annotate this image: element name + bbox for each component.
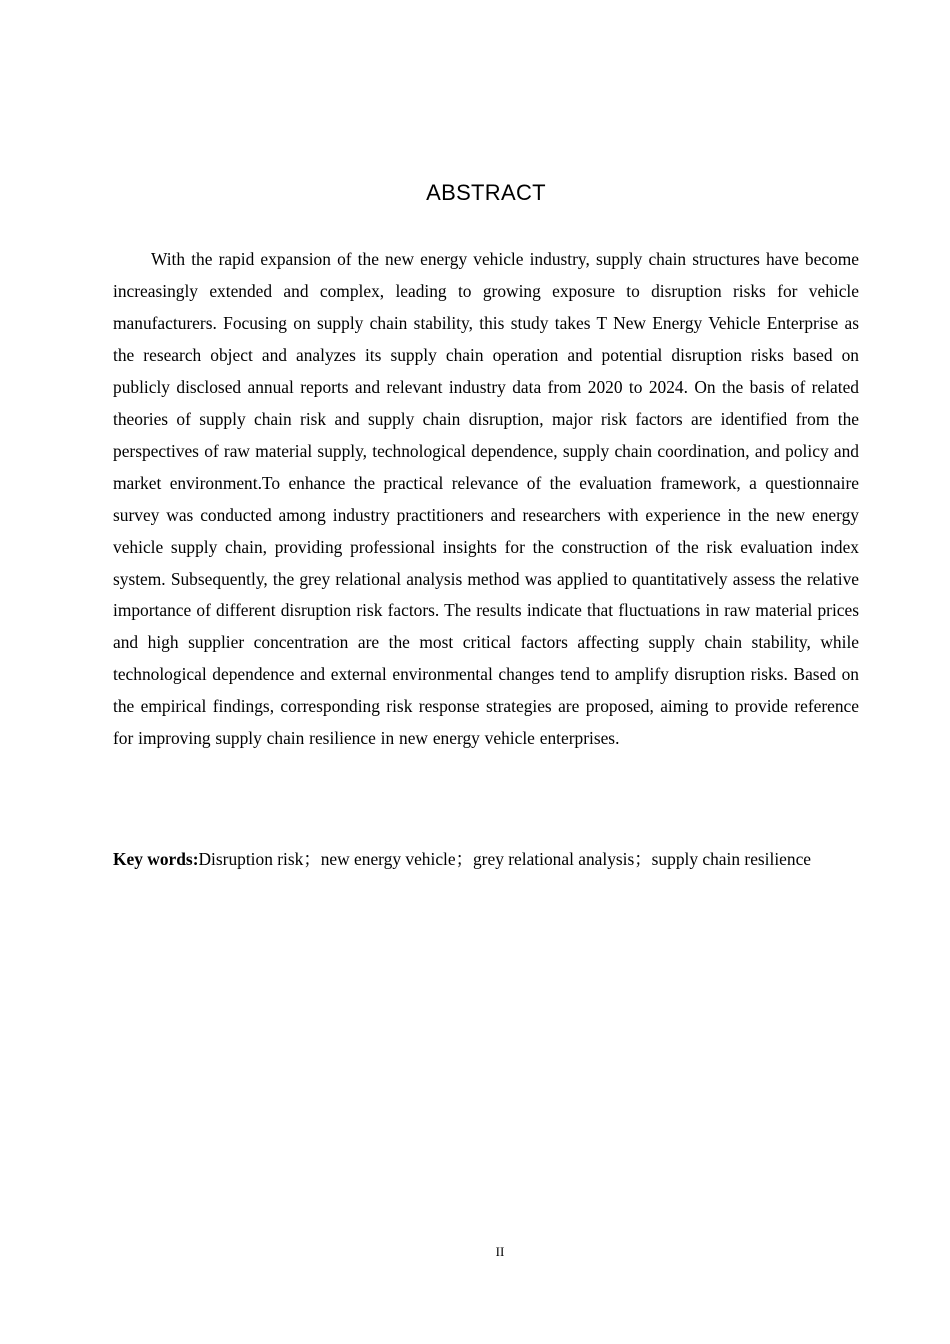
page-number: II	[495, 1244, 505, 1259]
keywords-label: Key words:	[113, 849, 199, 869]
keywords-text: Disruption risk；new energy vehicle；grey relational analysis；supply chain resilience	[198, 849, 812, 869]
abstract-title: ABSTRACT	[426, 180, 546, 205]
abstract-paragraph: With the rapid expansion of the new energy vehicle industry, supply chain structures have become increasingly extended and complex, leading to growing exposure to disruption risks for vehicle manufacturers. Focusing on supply chain stability, this study takes T New Energy Vehicle Enterprise as the research object and analyzes its supply chain operation and potential disruption risks based on publicly disclosed annual reports and relevant industry data from 2020 to 2024. On the basis of related theories of supply chain risk and supply chain disruption, major risk factors are identified from the perspectives of raw material supply, technological dependence, supply chain coordination, and policy and market environment.To enhance the practical relevance of the evaluation framework, a questionnaire survey was conducted among industry practitioners and researchers with experience in the new energy vehicle supply chain, providing professional insights for the construction of the risk evaluation index system. Subsequently, the grey relational analysis method was applied to quantitatively assess the relative importance of different disruption risk factors. The results indicate that fluctuations in raw material prices and high supplier concentration are the most critical factors affecting supply chain stability, while technological dependence and external environmental changes tend to amplify disruption risks. Based on the empirical findings, corresponding risk response strategies are proposed, aiming to provide reference for improving supply chain resilience in new energy vehicle enterprises.	[113, 249, 859, 749]
keywords-line	[113, 843, 859, 875]
